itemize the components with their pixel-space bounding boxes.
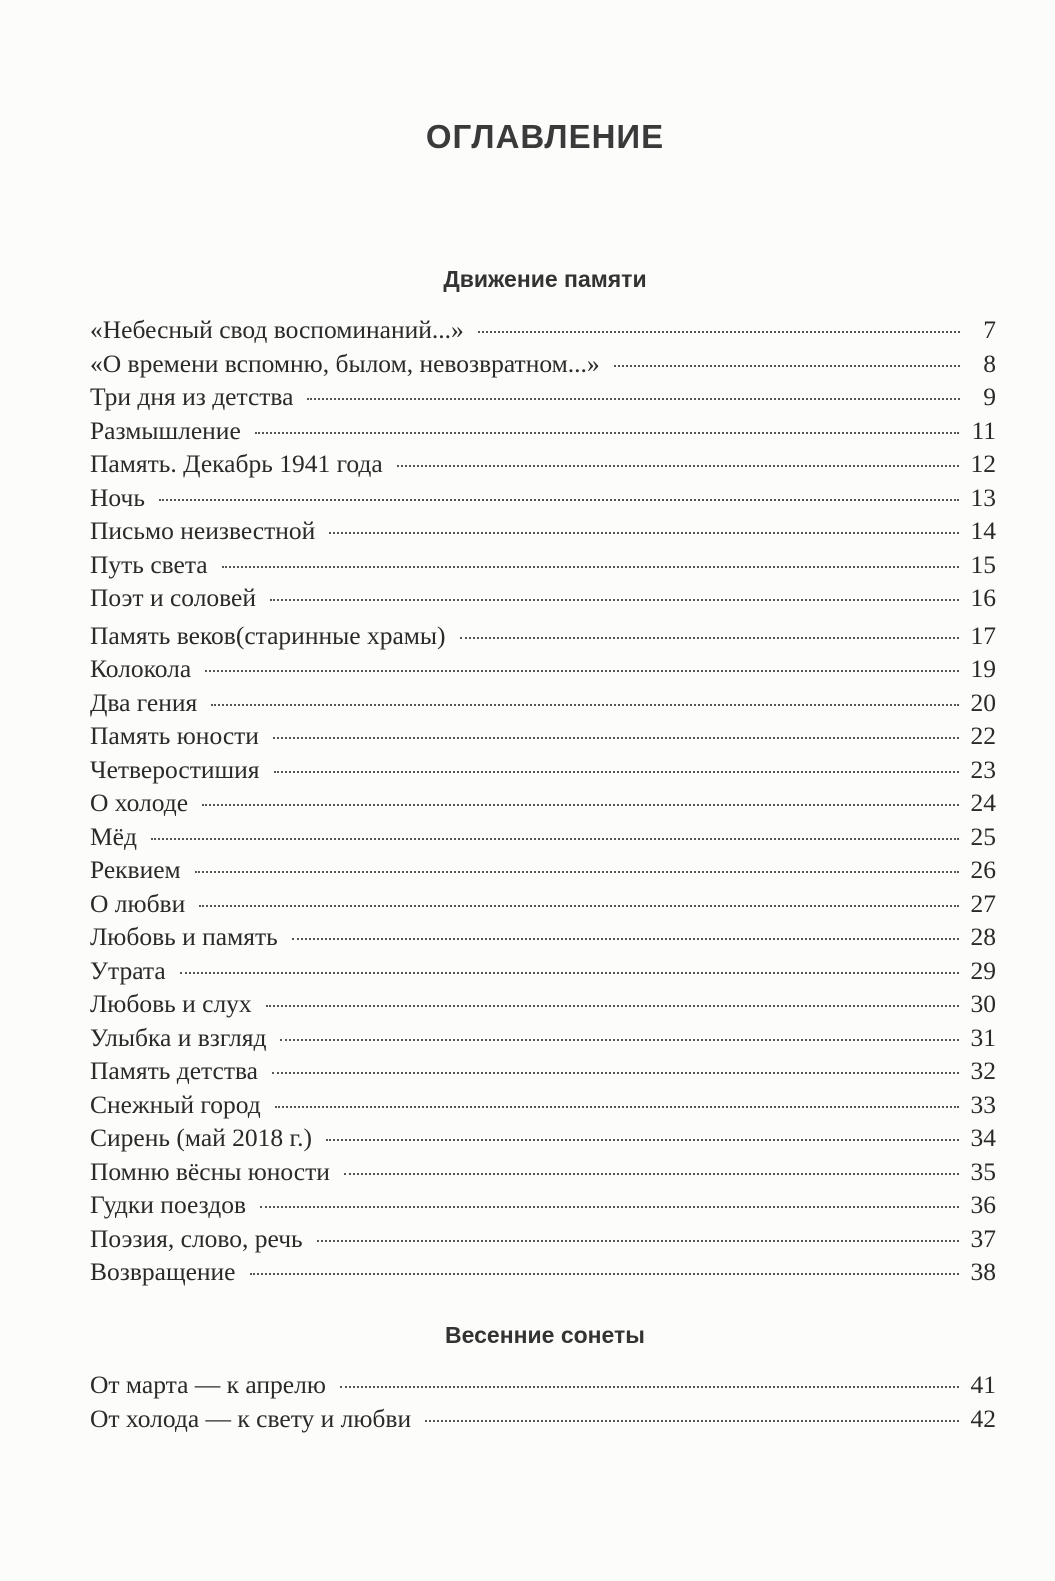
toc-entry <box>90 481 996 515</box>
dot-leader <box>344 1173 959 1175</box>
toc-entry-title: Память детства <box>90 1056 258 1085</box>
toc-entry-page-number: 28 <box>970 922 996 951</box>
toc-entry-title: Улыбка и взгляд <box>90 1022 267 1052</box>
dot-leader <box>292 938 959 940</box>
toc-entry <box>90 347 996 381</box>
dot-leader <box>460 637 959 639</box>
toc-list-dvizhenie-pamyati <box>90 313 996 1289</box>
dot-leader <box>270 599 958 601</box>
toc-entry <box>90 954 996 988</box>
toc-entry-title: Колокола <box>90 654 192 683</box>
toc-entry <box>90 619 996 653</box>
toc-entry <box>90 548 996 582</box>
toc-entry <box>90 1368 996 1402</box>
toc-entry-title: О холоде <box>90 788 189 817</box>
toc-entry-page-number: 34 <box>970 1123 996 1152</box>
toc-entry-title: Размышление <box>90 415 241 445</box>
toc-entry-title: Память юности <box>90 721 259 750</box>
toc-entry-page-number: 36 <box>970 1190 996 1219</box>
toc-entry <box>90 1054 996 1088</box>
toc-entry <box>90 1222 996 1256</box>
toc-entry-page-number: 35 <box>970 1156 996 1186</box>
toc-entry-title: Три дня из детства <box>90 382 294 411</box>
toc-entry-page-number: 37 <box>970 1223 996 1253</box>
toc-entry <box>90 786 996 820</box>
toc-entry-title: Письмо неизвестной <box>90 516 316 545</box>
dot-leader <box>425 1420 958 1422</box>
toc-entry-page-number: 32 <box>970 1056 996 1085</box>
toc-entry-page-number: 25 <box>970 821 996 851</box>
toc-entry <box>90 1121 996 1155</box>
toc-entry <box>90 1155 996 1189</box>
toc-entry-page-number: 27 <box>970 888 996 918</box>
toc-entry-title: Четверостишия <box>90 754 260 784</box>
toc-entry-title: Память. Декабрь 1941 года <box>90 449 383 478</box>
toc-entry <box>90 581 996 615</box>
toc-entry-title: Два гения <box>90 687 198 717</box>
toc-entry-title: Любовь и память <box>90 922 278 951</box>
dot-leader <box>180 972 959 974</box>
toc-entry-page-number: 15 <box>970 549 996 579</box>
toc-entry <box>90 414 996 448</box>
toc-entry-page-number: 31 <box>970 1022 996 1052</box>
toc-entry-page-number: 11 <box>971 415 996 445</box>
toc-entry-title: Снежный город <box>90 1089 261 1119</box>
dot-leader <box>275 1106 959 1108</box>
toc-entry <box>90 753 996 787</box>
dot-leader <box>397 465 959 467</box>
dot-leader <box>317 1240 959 1242</box>
dot-leader <box>478 331 960 333</box>
toc-entry-page-number: 30 <box>970 989 996 1018</box>
toc-entry-page-number: 23 <box>970 754 996 784</box>
dot-leader <box>151 838 959 840</box>
toc-entry <box>90 920 996 954</box>
toc-entry-page-number: 42 <box>970 1403 996 1433</box>
dot-leader <box>260 1206 958 1208</box>
section-title-vesennie-sonety: Весенние сонеты <box>445 1322 645 1348</box>
toc-entry <box>90 1402 996 1436</box>
toc-entry-title: «О времени вспомню, былом, невозвратном...» <box>90 348 600 378</box>
toc-entry-page-number: 14 <box>970 516 996 545</box>
toc-entry-page-number: 7 <box>983 315 996 344</box>
dot-leader <box>205 670 958 672</box>
dot-leader <box>274 771 959 773</box>
toc-entry <box>90 987 996 1021</box>
toc-entry-page-number: 29 <box>970 955 996 985</box>
dot-leader <box>307 398 960 400</box>
toc-entry-title: От марта — к апрелю <box>90 1370 326 1399</box>
toc-entry-title: Память веков(старинные храмы) <box>90 620 446 650</box>
toc-entry-title: Любовь и слух <box>90 989 252 1018</box>
toc-entry-title: «Небесный свод воспоминаний...» <box>90 315 464 344</box>
dot-leader <box>266 1005 959 1007</box>
toc-entry-page-number: 12 <box>970 449 996 478</box>
dot-leader <box>211 704 958 706</box>
toc-entry <box>90 1021 996 1055</box>
section-title-dvizhenie-pamyati: Движение памяти <box>443 266 647 292</box>
toc-entry-title: Поэт и соловей <box>90 583 257 612</box>
toc-entry <box>90 1188 996 1222</box>
dot-leader <box>614 365 960 367</box>
toc-entry <box>90 652 996 686</box>
toc-entry-page-number: 33 <box>970 1089 996 1119</box>
toc-entry-title: Реквием <box>90 855 181 884</box>
toc-entry-page-number: 26 <box>970 855 996 884</box>
toc-entry-title: Возвращение <box>90 1257 236 1286</box>
dot-leader <box>280 1039 958 1041</box>
toc-entry <box>90 1255 996 1289</box>
toc-entry-title: От холода — к свету и любви <box>90 1403 412 1433</box>
toc-entry-title: Утрата <box>90 955 166 985</box>
toc-entry-page-number: 9 <box>983 382 996 411</box>
dot-leader <box>199 905 958 907</box>
dot-leader <box>195 871 959 873</box>
toc-entry-page-number: 19 <box>970 654 996 683</box>
dot-leader <box>202 804 958 806</box>
toc-entry-page-number: 22 <box>970 721 996 750</box>
toc-entry <box>90 514 996 548</box>
toc-entry <box>90 380 996 414</box>
dot-leader <box>250 1273 959 1275</box>
toc-entry <box>90 853 996 887</box>
toc-entry <box>90 313 996 347</box>
toc-entry-title: Сирень (май 2018 г.) <box>90 1123 312 1152</box>
dot-leader <box>255 432 960 434</box>
toc-entry-page-number: 17 <box>970 620 996 650</box>
dot-leader <box>329 532 958 534</box>
toc-entry-title: Помню вёсны юности <box>90 1156 330 1186</box>
toc-entry <box>90 1088 996 1122</box>
toc-entry <box>90 887 996 921</box>
toc-entry <box>90 686 996 720</box>
toc-entry-page-number: 16 <box>970 583 996 612</box>
toc-entry-page-number: 20 <box>970 687 996 717</box>
toc-entry-page-number: 24 <box>970 788 996 817</box>
toc-entry-title: О любви <box>90 888 186 918</box>
toc-entry-page-number: 38 <box>970 1257 996 1286</box>
toc-entry-title: Поэзия, слово, речь <box>90 1223 303 1253</box>
page-title: ОГЛАВЛЕНИЕ <box>425 118 665 155</box>
toc-list-vesennie-sonety <box>90 1368 996 1435</box>
toc-entry-title: Мёд <box>90 821 137 851</box>
toc-entry-title: Путь света <box>90 549 208 579</box>
toc-entry-page-number: 13 <box>970 482 996 512</box>
toc-entry <box>90 719 996 753</box>
toc-entry-page-number: 8 <box>983 348 996 378</box>
toc-entry <box>90 447 996 481</box>
toc-entry-title: Гудки поездов <box>90 1190 247 1219</box>
dot-leader <box>222 566 959 568</box>
toc-entry-page-number: 41 <box>970 1370 996 1399</box>
toc-entry <box>90 820 996 854</box>
dot-leader <box>272 1072 959 1074</box>
dot-leader <box>340 1386 959 1388</box>
dot-leader <box>273 737 959 739</box>
dot-leader <box>159 499 959 501</box>
toc-entry-title: Ночь <box>90 482 145 512</box>
dot-leader <box>326 1139 959 1141</box>
